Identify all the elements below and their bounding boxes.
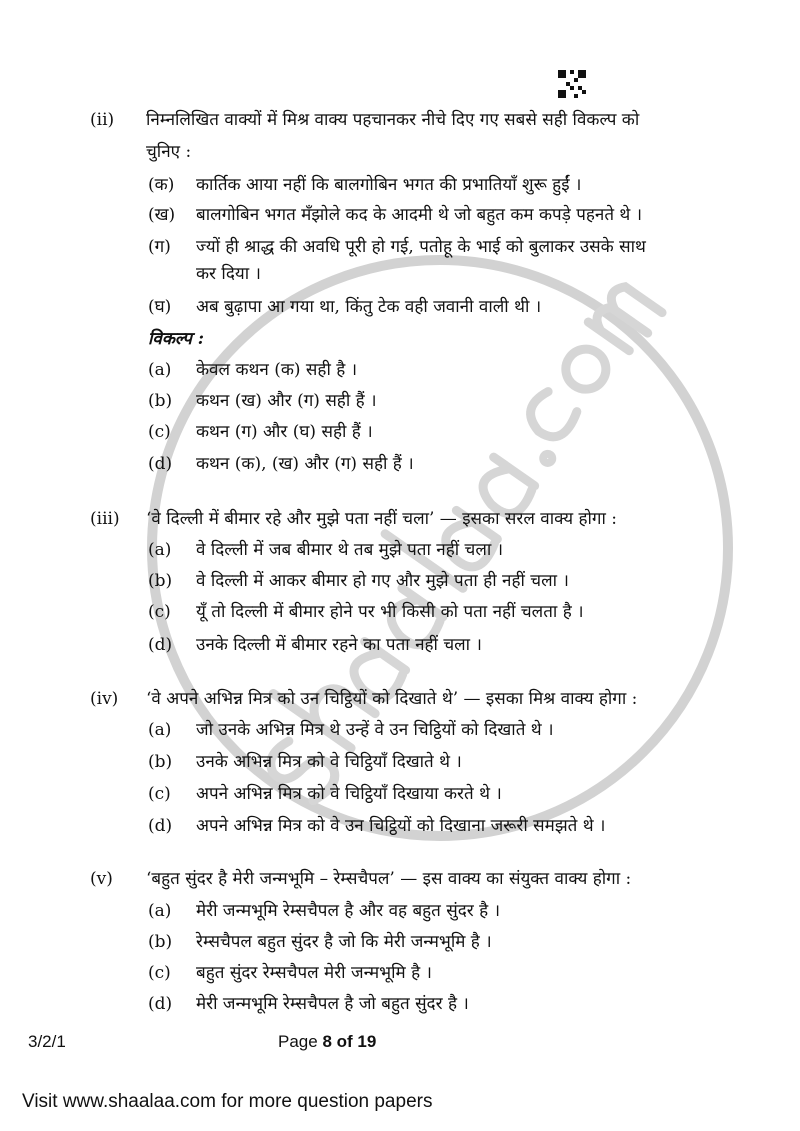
question-text: ‘वे दिल्ली में बीमार रहे और मुझे पता नहीं चला’ — इसका सरल वाक्य होगा : [146,509,618,529]
option-text: कथन (ख) और (ग) सही हैं । [196,391,377,411]
question-number: (iv) [90,689,119,709]
option-text: रेम्सचैपल बहुत सुंदर है जो कि मेरी जन्मभूमि है । [196,932,492,952]
option-text: यूँ तो दिल्ली में बीमार होने पर भी किसी को पता नहीं चलता है । [196,602,584,622]
paper-code: 3/2/1 [28,1032,66,1051]
question-number: (v) [90,869,113,889]
option-label: (a) [148,360,172,380]
statement-label: (ग) [148,237,171,257]
statement-label: (ख) [148,205,176,225]
option-label: (b) [148,752,173,772]
question-text: ‘बहुत सुंदर है मेरी जन्मभूमि – रेम्सचैपल’ — इस वाक्य का संयुक्त वाक्य होगा : [146,869,632,889]
options-heading: विकल्प : [148,329,205,349]
question-text: चुनिए : [146,142,192,162]
option-label: (c) [148,784,171,804]
option-label: (d) [148,635,173,655]
statement-text: कर दिया । [196,264,261,284]
statement-text: अब बुढ़ापा आ गया था, किंतु टेक वही जवानी वाली थी । [196,297,542,317]
option-label: (b) [148,391,173,411]
page-of: of [331,1032,358,1051]
question-number: (iii) [90,509,120,529]
option-label: (a) [148,540,172,560]
option-label: (a) [148,901,172,921]
question-text: निम्नलिखित वाक्यों में मिश्र वाक्य पहचानकर नीचे दिए गए सबसे सही विकल्प को [146,110,640,130]
option-text: वे दिल्ली में जब बीमार थे तब मुझे पता नहीं चला । [196,540,504,560]
option-label: (c) [148,963,171,983]
qr-code-icon [558,70,586,98]
statement-text: कार्तिक आया नहीं कि बालगोबिन भगत की प्रभातियाँ शुरू हुईं । [196,175,582,195]
option-text: अपने अभिन्न मित्र को वे उन चिट्ठियों को दिखाना जरूरी समझते थे । [196,816,606,836]
option-label: (d) [148,816,173,836]
statement-label: (घ) [148,297,172,317]
option-text: वे दिल्ली में आकर बीमार हो गए और मुझे पता ही नहीं चला । [196,571,569,591]
option-text: कथन (ग) और (घ) सही हैं । [196,422,373,442]
option-text: मेरी जन्मभूमि रेम्सचैपल है जो बहुत सुंदर है । [196,994,469,1014]
question-number: (ii) [90,110,115,130]
option-label: (b) [148,932,173,952]
option-label: (d) [148,994,173,1014]
option-text: मेरी जन्मभूमि रेम्सचैपल है और वह बहुत सुंदर है । [196,901,501,921]
option-text: बहुत सुंदर रेम्सचैपल मेरी जन्मभूमि है । [196,963,432,983]
option-label: (b) [148,571,173,591]
option-text: केवल कथन (क) सही है । [196,360,358,380]
statement-text: ज्यों ही श्राद्ध की अवधि पूरी हो गई, पतोहू के भाई को बुलाकर उसके साथ [196,237,646,257]
option-text: अपने अभिन्न मित्र को वे चिट्ठियाँ दिखाया करते थे । [196,784,502,804]
page-number [278,1030,376,1054]
option-text: जो उनके अभिन्न मित्र थे उन्हें वे उन चिट्ठियों को दिखाते थे । [196,720,554,740]
statement-label: (क) [148,175,175,195]
option-label: (c) [148,602,171,622]
visit-link[interactable]: Visit www.shaalaa.com for more question papers [22,1091,433,1112]
option-label: (c) [148,422,171,442]
page-prefix: Page [278,1032,323,1051]
statement-text: बालगोबिन भगत मँझोले कद के आदमी थे जो बहुत कम कपड़े पहनते थे । [196,205,643,225]
option-text: उनके अभिन्न मित्र को वे चिट्ठियाँ दिखाते थे । [196,752,462,772]
question-text: ‘वे अपने अभिन्न मित्र को उन चिट्ठियों को दिखाते थे’ — इसका मिश्र वाक्य होगा : [146,689,638,709]
option-label: (d) [148,454,173,474]
page-current: 8 [322,1032,332,1051]
page-total: 19 [357,1032,377,1051]
option-text: कथन (क), (ख) और (ग) सही हैं । [196,454,414,474]
option-label: (a) [148,720,172,740]
option-text: उनके दिल्ली में बीमार रहने का पता नहीं चला । [196,635,482,655]
